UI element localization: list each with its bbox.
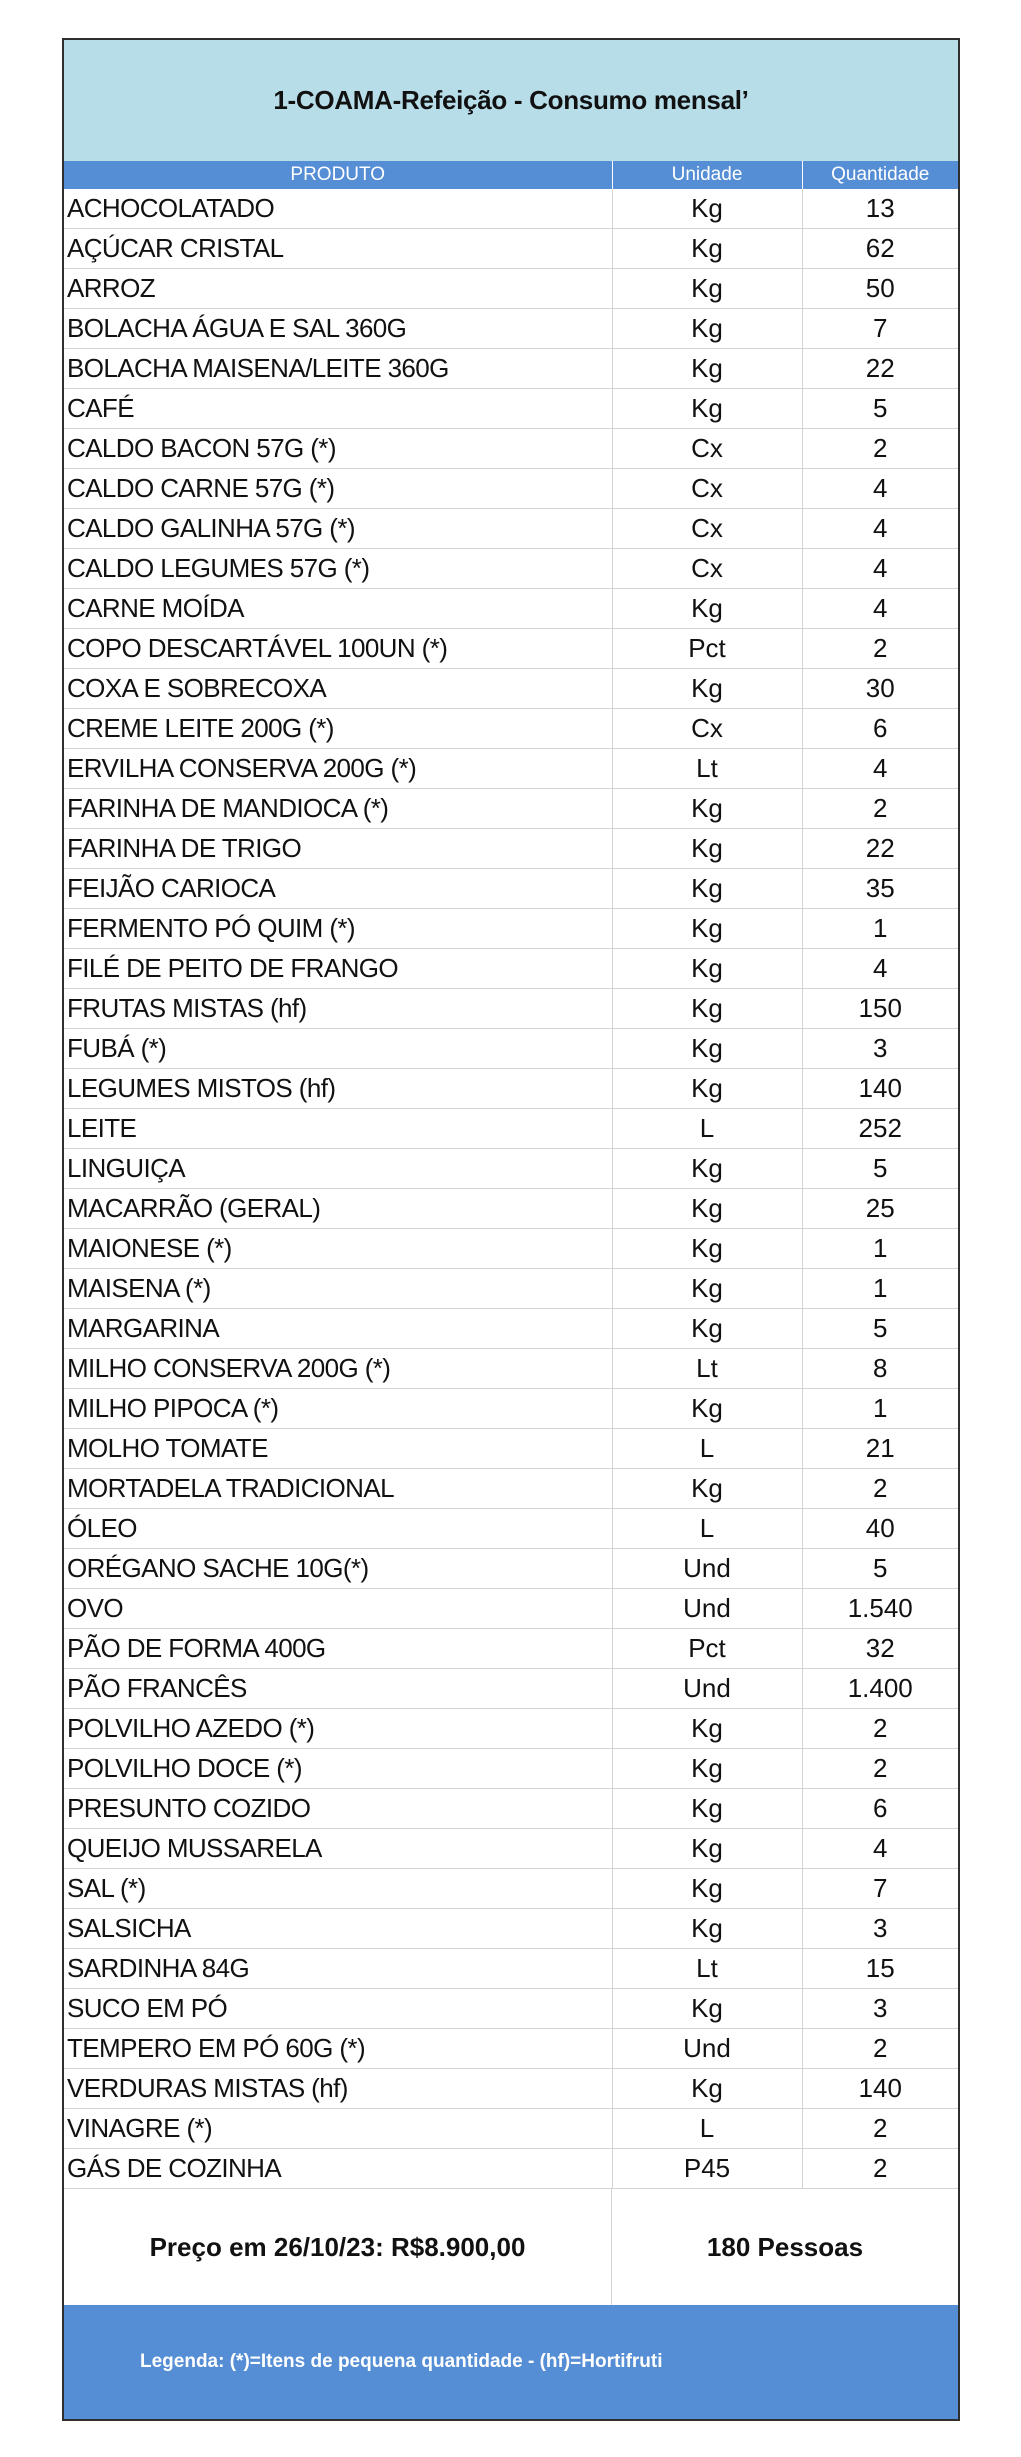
unit-cell: Lt <box>612 1949 802 1989</box>
summary-row <box>64 2188 958 2306</box>
quantity-cell: 1.540 <box>802 1589 958 1629</box>
table-row <box>64 1229 958 1269</box>
table-row <box>64 1189 958 1229</box>
product-cell: FERMENTO PÓ QUIM (*) <box>64 909 612 949</box>
quantity-cell: 22 <box>802 349 958 389</box>
unit-cell: Cx <box>612 709 802 749</box>
unit-cell: Kg <box>612 1149 802 1189</box>
product-cell: POLVILHO AZEDO (*) <box>64 1709 612 1749</box>
quantity-cell: 3 <box>802 1909 958 1949</box>
unit-cell: Kg <box>612 949 802 989</box>
product-cell: FARINHA DE TRIGO <box>64 829 612 869</box>
product-cell: BOLACHA MAISENA/LEITE 360G <box>64 349 612 389</box>
unit-cell: Kg <box>612 989 802 1029</box>
quantity-cell: 4 <box>802 469 958 509</box>
unit-cell: Kg <box>612 869 802 909</box>
unit-cell: Cx <box>612 549 802 589</box>
product-cell: ACHOCOLATADO <box>64 189 612 229</box>
price-summary: Preço em 26/10/23: R$8.900,00 <box>64 2189 612 2306</box>
quantity-cell: 1 <box>802 1229 958 1269</box>
product-cell: PRESUNTO COZIDO <box>64 1789 612 1829</box>
quantity-cell: 50 <box>802 269 958 309</box>
product-cell: CALDO CARNE 57G (*) <box>64 469 612 509</box>
product-cell: FUBÁ (*) <box>64 1029 612 1069</box>
table-row <box>64 549 958 589</box>
quantity-cell: 8 <box>802 1349 958 1389</box>
unit-cell: Kg <box>612 1029 802 1069</box>
unit-cell: Kg <box>612 789 802 829</box>
table-row <box>64 1429 958 1469</box>
product-cell: LEGUMES MISTOS (hf) <box>64 1069 612 1109</box>
product-cell: MILHO PIPOCA (*) <box>64 1389 612 1429</box>
quantity-cell: 140 <box>802 2069 958 2109</box>
column-header-product: PRODUTO <box>64 161 612 189</box>
column-header-quantity: Quantidade <box>802 161 958 189</box>
table-row <box>64 229 958 269</box>
product-cell: MORTADELA TRADICIONAL <box>64 1469 612 1509</box>
quantity-cell: 40 <box>802 1509 958 1549</box>
product-cell: MAIONESE (*) <box>64 1229 612 1269</box>
table-row <box>64 909 958 949</box>
unit-cell: Kg <box>612 229 802 269</box>
unit-cell: Und <box>612 2029 802 2069</box>
table-row <box>64 1389 958 1429</box>
quantity-cell: 1 <box>802 1389 958 1429</box>
product-cell: FRUTAS MISTAS (hf) <box>64 989 612 1029</box>
product-cell: ARROZ <box>64 269 612 309</box>
quantity-cell: 2 <box>802 629 958 669</box>
quantity-cell: 4 <box>802 1829 958 1869</box>
table-row <box>64 1629 958 1669</box>
quantity-cell: 1.400 <box>802 1669 958 1709</box>
title-band <box>64 40 958 161</box>
table-body <box>64 189 958 2189</box>
quantity-cell: 2 <box>802 2109 958 2149</box>
unit-cell: Kg <box>612 589 802 629</box>
product-cell: MARGARINA <box>64 1309 612 1349</box>
product-cell: ERVILHA CONSERVA 200G (*) <box>64 749 612 789</box>
product-cell: CAFÉ <box>64 389 612 429</box>
unit-cell: Cx <box>612 429 802 469</box>
quantity-cell: 21 <box>802 1429 958 1469</box>
product-cell: FILÉ DE PEITO DE FRANGO <box>64 949 612 989</box>
table-row <box>64 709 958 749</box>
quantity-cell: 22 <box>802 829 958 869</box>
quantity-cell: 7 <box>802 1869 958 1909</box>
product-cell: QUEIJO MUSSARELA <box>64 1829 612 1869</box>
unit-cell: Kg <box>612 1989 802 2029</box>
unit-cell: Kg <box>612 1229 802 1269</box>
quantity-cell: 6 <box>802 1789 958 1829</box>
unit-cell: Kg <box>612 1709 802 1749</box>
product-cell: CALDO BACON 57G (*) <box>64 429 612 469</box>
quantity-cell: 4 <box>802 949 958 989</box>
unit-cell: L <box>612 1109 802 1149</box>
consumption-table <box>64 161 958 2189</box>
unit-cell: Kg <box>612 389 802 429</box>
quantity-cell: 25 <box>802 1189 958 1229</box>
product-cell: SARDINHA 84G <box>64 1949 612 1989</box>
product-cell: COPO DESCARTÁVEL 100UN (*) <box>64 629 612 669</box>
product-cell: POLVILHO DOCE (*) <box>64 1749 612 1789</box>
unit-cell: Kg <box>612 349 802 389</box>
product-cell: LINGUIÇA <box>64 1149 612 1189</box>
product-cell: MILHO CONSERVA 200G (*) <box>64 1349 612 1389</box>
quantity-cell: 13 <box>802 189 958 229</box>
table-row <box>64 1789 958 1829</box>
product-cell: AÇÚCAR CRISTAL <box>64 229 612 269</box>
unit-cell: Kg <box>612 1909 802 1949</box>
unit-cell: Kg <box>612 1789 802 1829</box>
product-cell: CREME LEITE 200G (*) <box>64 709 612 749</box>
unit-cell: Kg <box>612 1389 802 1429</box>
table-row <box>64 869 958 909</box>
table-row <box>64 349 958 389</box>
table-row <box>64 829 958 869</box>
product-cell: SAL (*) <box>64 1869 612 1909</box>
product-cell: MOLHO TOMATE <box>64 1429 612 1469</box>
table-row <box>64 389 958 429</box>
table-row <box>64 2069 958 2109</box>
quantity-cell: 4 <box>802 749 958 789</box>
table-row <box>64 2029 958 2069</box>
unit-cell: L <box>612 1429 802 1469</box>
consumption-sheet <box>62 38 960 2421</box>
product-cell: MACARRÃO (GERAL) <box>64 1189 612 1229</box>
unit-cell: Pct <box>612 1629 802 1669</box>
quantity-cell: 30 <box>802 669 958 709</box>
quantity-cell: 2 <box>802 1709 958 1749</box>
table-row <box>64 309 958 349</box>
product-cell: ORÉGANO SACHE 10G(*) <box>64 1549 612 1589</box>
quantity-cell: 6 <box>802 709 958 749</box>
product-cell: LEITE <box>64 1109 612 1149</box>
product-cell: ÓLEO <box>64 1509 612 1549</box>
unit-cell: Kg <box>612 1309 802 1349</box>
quantity-cell: 35 <box>802 869 958 909</box>
unit-cell: Und <box>612 1549 802 1589</box>
quantity-cell: 4 <box>802 549 958 589</box>
table-row <box>64 1269 958 1309</box>
quantity-cell: 4 <box>802 509 958 549</box>
table-row <box>64 1149 958 1189</box>
unit-cell: Kg <box>612 189 802 229</box>
product-cell: PÃO FRANCÊS <box>64 1669 612 1709</box>
table-row <box>64 1589 958 1629</box>
product-cell: BOLACHA ÁGUA E SAL 360G <box>64 309 612 349</box>
product-cell: GÁS DE COZINHA <box>64 2149 612 2189</box>
table-row <box>64 1109 958 1149</box>
unit-cell: Kg <box>612 1269 802 1309</box>
table-row <box>64 949 958 989</box>
table-row <box>64 989 958 1029</box>
product-cell: VINAGRE (*) <box>64 2109 612 2149</box>
quantity-cell: 2 <box>802 1749 958 1789</box>
quantity-cell: 4 <box>802 589 958 629</box>
unit-cell: Kg <box>612 1749 802 1789</box>
quantity-cell: 5 <box>802 389 958 429</box>
quantity-cell: 5 <box>802 1549 958 1589</box>
legend-band <box>64 2305 958 2419</box>
unit-cell: Cx <box>612 509 802 549</box>
quantity-cell: 15 <box>802 1949 958 1989</box>
table-row <box>64 1669 958 1709</box>
quantity-cell: 2 <box>802 2149 958 2189</box>
table-row <box>64 1349 958 1389</box>
unit-cell: Kg <box>612 1829 802 1869</box>
table-row <box>64 789 958 829</box>
unit-cell: Lt <box>612 749 802 789</box>
unit-cell: Kg <box>612 2069 802 2109</box>
product-cell: CALDO LEGUMES 57G (*) <box>64 549 612 589</box>
table-row <box>64 1069 958 1109</box>
table-row <box>64 1909 958 1949</box>
unit-cell: Kg <box>612 669 802 709</box>
table-row <box>64 189 958 229</box>
product-cell: CARNE MOÍDA <box>64 589 612 629</box>
unit-cell: Pct <box>612 629 802 669</box>
table-row <box>64 1869 958 1909</box>
product-cell: FEIJÃO CARIOCA <box>64 869 612 909</box>
unit-cell: Und <box>612 1589 802 1629</box>
product-cell: SUCO EM PÓ <box>64 1989 612 2029</box>
table-row <box>64 2109 958 2149</box>
unit-cell: Kg <box>612 1189 802 1229</box>
legend-text: Legenda: (*)=Itens de pequena quantidade - (hf)=Hortifruti <box>140 2351 663 2372</box>
product-cell: VERDURAS MISTAS (hf) <box>64 2069 612 2109</box>
quantity-cell: 1 <box>802 909 958 949</box>
unit-cell: Kg <box>612 1469 802 1509</box>
table-row <box>64 1549 958 1589</box>
table-row <box>64 509 958 549</box>
product-cell: CALDO GALINHA 57G (*) <box>64 509 612 549</box>
table-row <box>64 1509 958 1549</box>
table-row <box>64 1989 958 2029</box>
quantity-cell: 5 <box>802 1149 958 1189</box>
quantity-cell: 2 <box>802 789 958 829</box>
table-row <box>64 2149 958 2189</box>
table-row <box>64 629 958 669</box>
product-cell: PÃO DE FORMA 400G <box>64 1629 612 1669</box>
product-cell: MAISENA (*) <box>64 1269 612 1309</box>
table-row <box>64 1749 958 1789</box>
page-title: 1-COAMA-Refeição - Consumo mensal’ <box>273 85 749 115</box>
quantity-cell: 7 <box>802 309 958 349</box>
table-row <box>64 1469 958 1509</box>
table-row <box>64 1709 958 1749</box>
table-row <box>64 589 958 629</box>
table-row <box>64 1949 958 1989</box>
people-count: 180 Pessoas <box>706 2232 864 2262</box>
quantity-cell: 140 <box>802 1069 958 1109</box>
product-cell: SALSICHA <box>64 1909 612 1949</box>
unit-cell: Kg <box>612 829 802 869</box>
unit-cell: Und <box>612 1669 802 1709</box>
unit-cell: L <box>612 2109 802 2149</box>
unit-cell: Kg <box>612 269 802 309</box>
table-row <box>64 469 958 509</box>
unit-cell: L <box>612 1509 802 1549</box>
table-row <box>64 429 958 469</box>
quantity-cell: 2 <box>802 2029 958 2069</box>
column-header-unit: Unidade <box>612 161 802 189</box>
quantity-cell: 150 <box>802 989 958 1029</box>
unit-cell: Cx <box>612 469 802 509</box>
unit-cell: Kg <box>612 1069 802 1109</box>
table-row <box>64 1309 958 1349</box>
table-row <box>64 749 958 789</box>
table-row <box>64 269 958 309</box>
product-cell: COXA E SOBRECOXA <box>64 669 612 709</box>
quantity-cell: 62 <box>802 229 958 269</box>
product-cell: FARINHA DE MANDIOCA (*) <box>64 789 612 829</box>
quantity-cell: 2 <box>802 1469 958 1509</box>
table-row <box>64 1829 958 1869</box>
table-row <box>64 1029 958 1069</box>
quantity-cell: 3 <box>802 1989 958 2029</box>
quantity-cell: 252 <box>802 1109 958 1149</box>
unit-cell: Kg <box>612 309 802 349</box>
unit-cell: P45 <box>612 2149 802 2189</box>
quantity-cell: 5 <box>802 1309 958 1349</box>
product-cell: OVO <box>64 1589 612 1629</box>
quantity-cell: 3 <box>802 1029 958 1069</box>
quantity-cell: 2 <box>802 429 958 469</box>
product-cell: TEMPERO EM PÓ 60G (*) <box>64 2029 612 2069</box>
quantity-cell: 32 <box>802 1629 958 1669</box>
table-row <box>64 669 958 709</box>
unit-cell: Lt <box>612 1349 802 1389</box>
unit-cell: Kg <box>612 1869 802 1909</box>
unit-cell: Kg <box>612 909 802 949</box>
quantity-cell: 1 <box>802 1269 958 1309</box>
table-header-row <box>64 161 958 189</box>
